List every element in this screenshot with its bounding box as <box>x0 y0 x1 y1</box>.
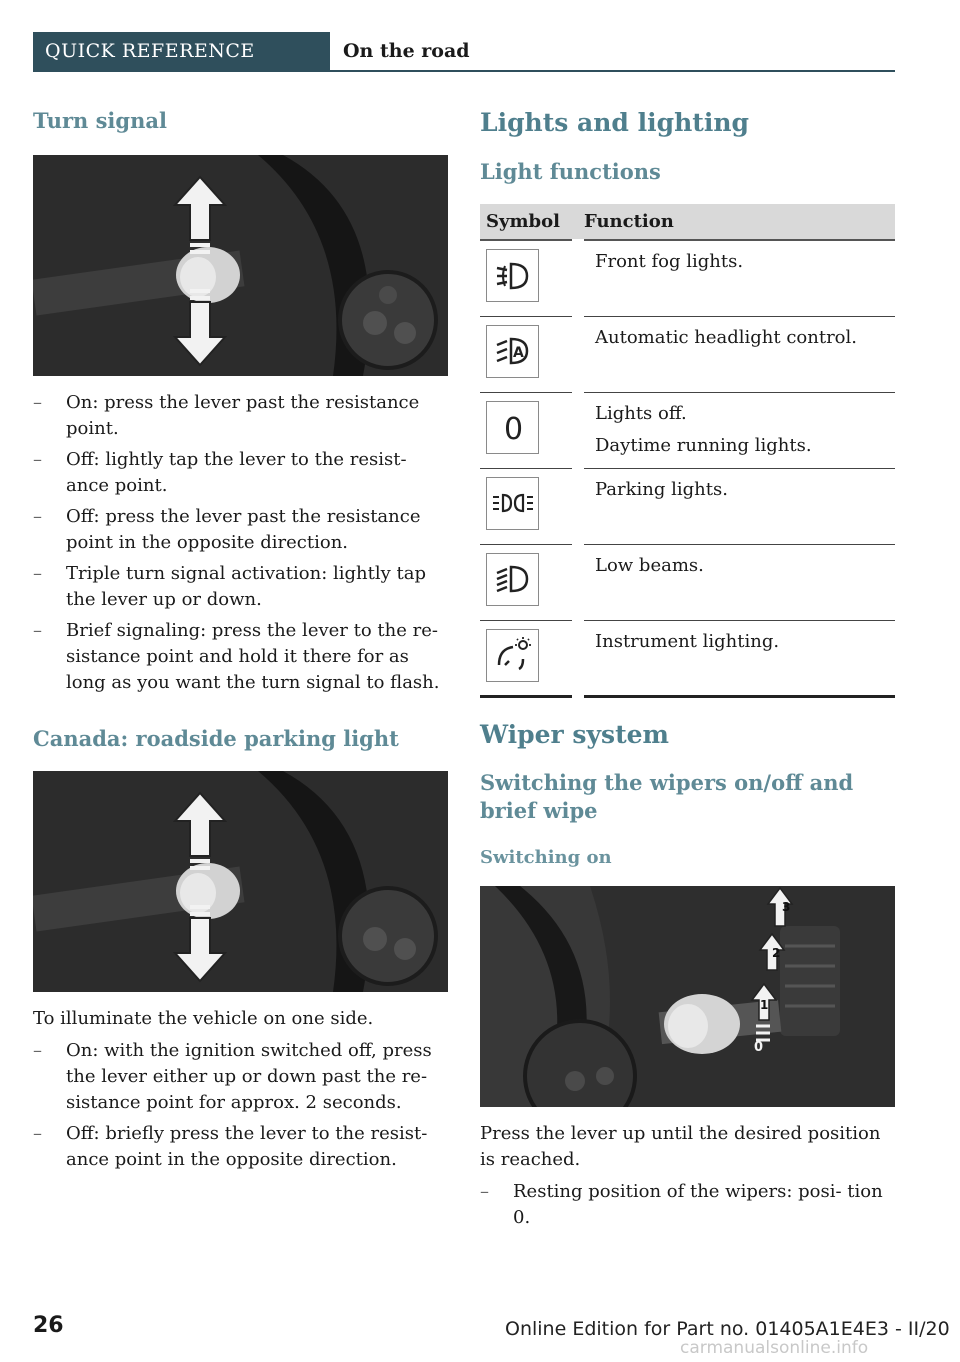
table-row <box>480 544 895 620</box>
list-item: – Brief signaling: press the lever to the re‐ sistance point and hold it there for as long as you want the turn signal to flash. <box>33 618 448 696</box>
light-functions-table <box>480 204 895 698</box>
svg-text:A: A <box>512 345 524 361</box>
wiper-heading: Wiper system <box>480 719 669 749</box>
list-item: – On: with the ignition switched off, press the lever either up or down past the re‐ sistance point for approx. 2 seconds. <box>33 1038 448 1116</box>
wiper-position-label: 1 <box>760 997 769 1012</box>
function-text: Parking lights. <box>578 468 895 544</box>
automatic-headlight-icon <box>486 325 539 378</box>
chapter-title: On the road <box>343 40 470 62</box>
switching-on-heading: Switching on <box>480 846 612 868</box>
page-header <box>33 32 895 72</box>
list-item: – Triple turn signal activation: lightly tap the lever up or down. <box>33 561 448 613</box>
function-text: Instrument lighting. <box>578 620 895 696</box>
wiper-list <box>480 1179 895 1231</box>
list-item: – Off: briefly press the lever to the resist‐ ance point in the opposite direction. <box>33 1121 448 1173</box>
wiper-text: Press the lever up until the desired position is reached. <box>480 1122 881 1170</box>
wiper-position-label: 2 <box>772 945 781 960</box>
left-column <box>33 108 448 1178</box>
function-text: Low beams. <box>578 544 895 620</box>
column-header-symbol: Symbol <box>480 204 578 240</box>
low-beams-icon <box>486 553 539 606</box>
list-item: – Off: press the lever past the resistance point in the opposite direction. <box>33 504 448 556</box>
function-text-secondary: Daytime running lights. <box>595 434 812 456</box>
wiper-position-label: 0 <box>754 1039 764 1055</box>
list-item: – On: press the lever past the resistance point. <box>33 390 448 442</box>
front-fog-lights-icon <box>486 249 539 302</box>
column-header-function: Function <box>578 204 895 240</box>
table-row <box>480 240 895 316</box>
turn-signal-list <box>33 390 448 696</box>
function-text: Automatic headlight control. <box>578 316 895 392</box>
turn-signal-photo <box>33 155 448 376</box>
parking-light-list <box>33 1038 448 1173</box>
right-column <box>480 108 895 1236</box>
table-row <box>480 468 895 544</box>
parking-light-photo <box>33 771 448 992</box>
function-text: Front fog lights. <box>578 240 895 316</box>
list-item: – Resting position of the wipers: posi‐ tion 0. <box>480 1179 895 1231</box>
parking-lights-icon <box>486 477 539 530</box>
wiper-subheading: Switching the wipers on/off and brief wipe <box>480 769 854 823</box>
turn-signal-heading: Turn signal <box>33 108 167 133</box>
instrument-lighting-icon <box>486 629 539 682</box>
parking-light-heading: Canada: roadside parking light <box>33 726 399 751</box>
wiper-position-label: 3 <box>782 899 791 914</box>
lights-heading: Lights and lighting <box>480 108 749 137</box>
svg-text:0: 0 <box>503 412 523 447</box>
watermark: carmanualsonline.info <box>680 1338 869 1358</box>
light-functions-heading: Light functions <box>480 159 661 184</box>
function-text: Lights off. <box>595 402 687 424</box>
section-title: QUICK REFERENCE <box>33 32 330 70</box>
table-row <box>480 392 895 468</box>
edition-footer: Online Edition for Part no. 01405A1E4E3 - II/20 <box>505 1318 950 1340</box>
wiper-photo <box>480 886 895 1107</box>
table-row <box>480 316 895 392</box>
page-number: 26 <box>33 1313 64 1338</box>
zero-position-icon <box>486 401 539 454</box>
table-row <box>480 620 895 696</box>
parking-light-intro: To illuminate the vehicle on one side. <box>33 1008 374 1029</box>
list-item: – Off: lightly tap the lever to the resist‐ ance point. <box>33 447 448 499</box>
